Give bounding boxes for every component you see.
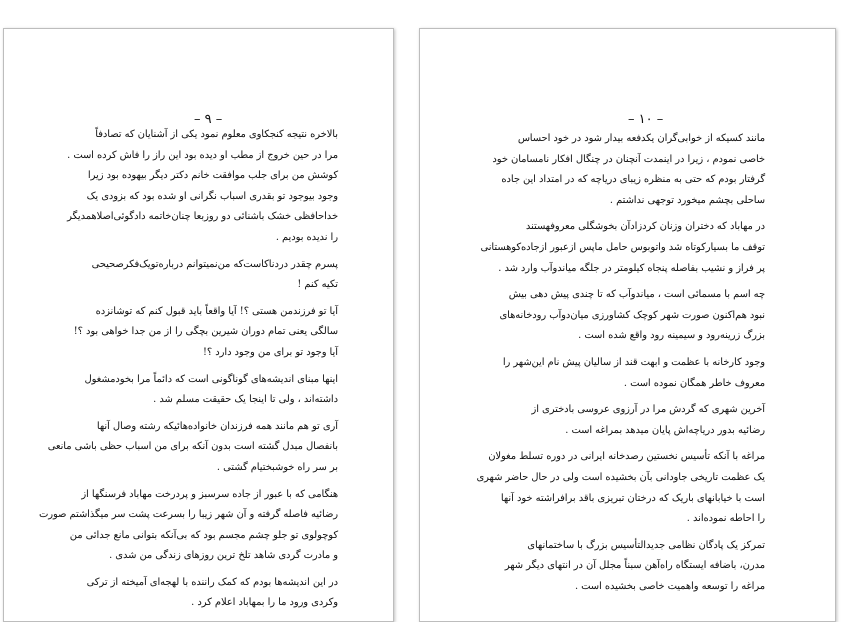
paragraph [47,417,338,479]
text-line: بالاخره نتیجه کنجکاوی معلوم نمود یکی از آشنایان که تصادفاً [95,129,338,140]
text-line: سالگی یعنی تمام دوران شیرین بچگی را از من جدا خواهی بود ؟! [73,326,338,338]
paragraph [70,255,338,296]
text-line: اینها مبنای اندیشه‌های گوناگونی است که دائماً مرا بخودمشغول [84,373,338,385]
paragraph [475,217,765,279]
text-line: خاصی نمودم ، زیرا در اینمدت آنچنان در چنگال افکار نامسامان خود [492,153,765,165]
paragraph [70,370,338,411]
text-line: بانفصال مبدل گشته است بدون آنکه برای من اسباب حظی باشی مانعی [47,441,338,453]
text-line: کوچولوی تو جلو چشم مجسم بود که بی‌آنکه بتوانی مانع جدائی من [69,529,338,541]
right-page-text [475,129,765,597]
text-line: مراغه با آنکه تأسیس نخستین رصدخانه ایرانی در دوره تسلط مغولان [488,451,765,463]
text-line: هنگامی که با عبور از جاده سرسبز و پردرخت مهاباد فرسنگها از [81,488,338,500]
right-page [419,28,836,622]
text-line: تکیه کنم ! [297,279,338,291]
text-line: رضائیه فاصله گرفته و آن شهر زیبا را بسرعت پشت سر میگذاشتم صورت [39,509,338,521]
text-line: داشته‌اند ، ولی تا اینجا یک حقیقت مسلم شد . [153,394,338,406]
paragraph [475,285,765,347]
text-line: در مهاباد که دختران وزنان کردزادآن بخوشگلی معروفهستند [525,221,765,233]
text-line: ساحلی بچشم میخورد توجهی نداشتم . [609,194,765,206]
text-line: وجود کارخانه با عظمت و ابهت قند از سالیان پیش نام این‌شهر را [502,356,765,368]
text-line: گرفتار بودم که حتی به منظره زیبای دریاچه که در امتداد این جاده [501,174,765,186]
text-line: خداحافظی خشک باشنائی دو روزبعا چنان‌خاتمه دادگوئی‌اصلاهمدیگر [67,211,338,223]
text-line: مدرن، باضافه ایستگاه راه‌آهن سبناً مجلل آن در انتهای دیگر شهر [504,560,765,572]
paragraph [475,536,765,598]
text-line: و مادرت گردی شاهد تلخ ترین روزهای زندگی من شدی . [109,550,338,562]
text-line: کوشش من برای جلب موافقت خانم دکتر دیگر بیهوده بود زیرا [87,170,338,182]
paragraph [475,353,765,394]
page-number-right: – ۱۰ – [628,112,664,127]
text-line: مراغه را توسعه واهمیت خاصی بخشیده است . [574,580,765,592]
text-line: پسرم چقدر دردناکاست‌که من‌نمیتوانم درباره‌تویک‌فکرصحیحی [91,258,338,270]
text-line: رضائیه بدور دریاچه‌اش پایان میدهد بمراغه است . [565,424,765,436]
text-line: را احاطه نموده‌اند . [686,513,765,525]
text-line: معروف خاطر همگان نموده است . [623,377,765,389]
text-line: بزرگ زرینه‌رود و سیمینه رود واقع شده است . [578,330,765,342]
paragraph [70,302,338,364]
text-line: مرا در حین خروج از مطب او دیده بود این راز را فاش کرده است . [67,149,338,161]
left-page-text [39,125,338,614]
page-number-left: – ۹ – [194,112,223,127]
text-line: مانند کسیکه از خوابی‌گران یکدفعه بیدار شود در خود احساس [517,133,765,144]
text-line: وکردی ورود ما را بمهاباد اعلام کرد . [191,597,338,609]
paragraph [475,447,765,529]
text-line: یک عظمت تاریخی جاودانی بآن بخشیده است ولی در حال حاضر شهری [476,471,765,483]
paragraph [39,485,338,567]
text-line: توقف ما بسیارکوتاه شد واتوبوس حامل ماپس ازعبور ازجاده‌کوهستانی [480,241,765,253]
text-line: آخرین شهری که گردش مرا در آرزوی عروسی بادختری از [531,404,765,416]
text-line: تمرکز یک پادگان نظامی جدیدالتأسیس بزرگ با ساختمانهای [527,539,765,551]
text-line: چه اسم با مسمائی است ، میاندوآب که تا چندی پیش دهی بیش [508,289,765,301]
text-line: پر فراز و نشیب بفاصله پنجاه کیلومتر در جلگه میاندوآب وارد شد . [498,262,765,274]
text-line: وجود بیوجود تو بقدری اسباب نگرانی او شده بود که بزودی یک [86,190,338,202]
paragraph [475,129,765,211]
paragraph [475,400,765,441]
text-line: نبود هم‌اکنون صورت شهر کوچک کشاورزی میان‌دوآب رودخانه‌های [499,309,765,321]
text-line: است با خیابانهای باریک که درختان تبریزی باقد برافراشته خود آنها [500,492,765,504]
paragraph [67,125,338,249]
text-line: را ندیده بودیم . [275,231,338,243]
text-line: بر سر راه خوشبختیام گشتی . [216,461,338,473]
text-line: آیا وجود تو برای من وجود دارد ؟! [203,346,338,358]
text-line: آری تو هم مانند همه فرزندان خانواده‌هائیکه رشته وصال آنها [96,420,338,432]
left-page [3,28,394,622]
text-line: آیا تو فرزندمن هستی ؟! آیا واقعاً باید قبول کنم که توشانزده [95,305,338,317]
text-line: در این اندیشه‌ها بودم که کمک راننده با لهجه‌ای آمیخته از ترکی [86,576,338,588]
paragraph [70,573,338,614]
